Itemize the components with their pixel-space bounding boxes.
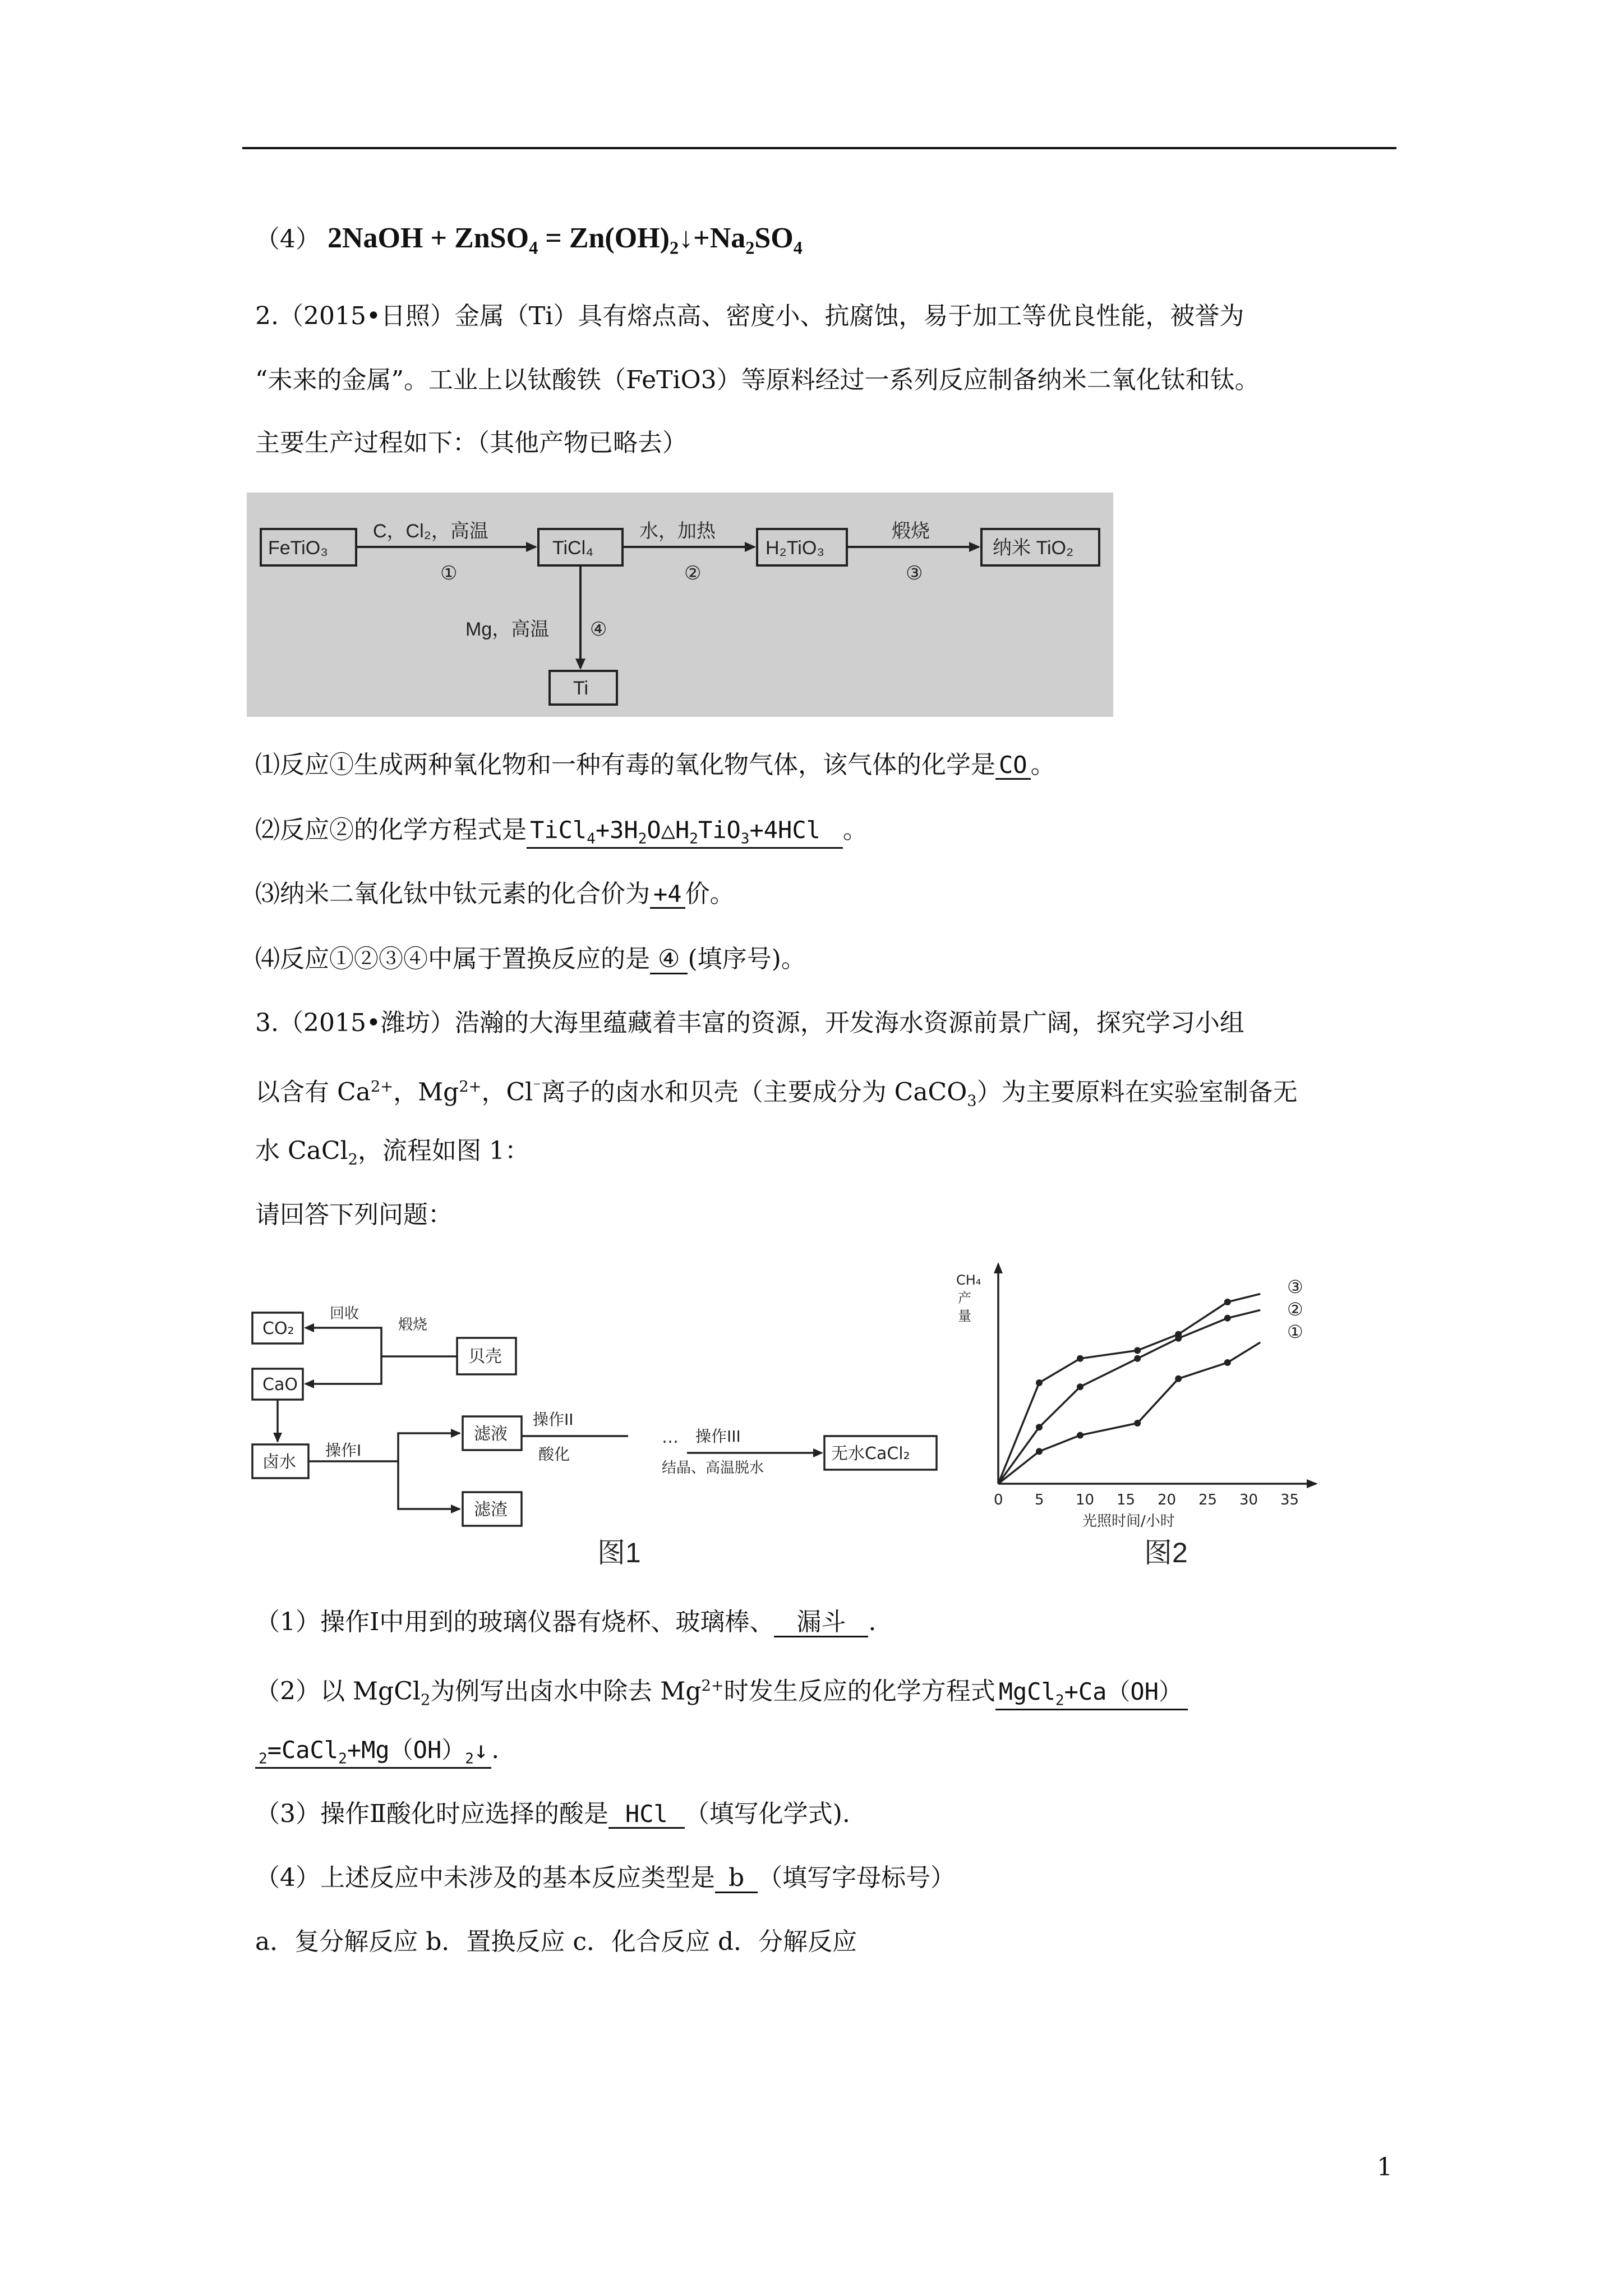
fig2-series-label: ②: [1287, 1299, 1303, 1320]
fig2-point: [1175, 1375, 1182, 1382]
fig2-x-tick: 5: [1035, 1492, 1044, 1508]
q3-sub3-answer: HCl: [608, 1801, 685, 1829]
edge-num: ④: [590, 619, 607, 640]
q2-sub4-answer: ④: [650, 946, 688, 974]
fig1-edge-label: 酸化: [538, 1445, 570, 1464]
q3-figures: [247, 1245, 1402, 1571]
edge-label: C，Cl₂，高温: [373, 521, 488, 542]
fig2-point: [1175, 1335, 1182, 1342]
node-label: TiCl₄: [552, 537, 594, 559]
fig2-y-label: CH₄ 产量: [956, 1272, 981, 1324]
q3-sub3: （3）操作Ⅱ酸化时应选择的酸是 HCl （填写化学式).: [255, 1800, 850, 1828]
q2-sub2: ⑵反应②的化学方程式是 $TiCl_4+3H_2O\triangle H_2TiO_3+4HCl$ 。: [255, 813, 868, 849]
fig2-point: [1224, 1299, 1231, 1305]
header-rule: [242, 147, 1396, 149]
fig1-edge-label: 结晶、高温脱水: [662, 1460, 764, 1476]
fig2-series-line: [998, 1294, 1260, 1484]
q3-options: a．复分解反应 b．置换反应 c．化合反应 d．分解反应: [255, 1927, 857, 1956]
q2-sub2-answer: $TiCl_4+3H_2O\triangle H_2TiO_3+4HCl$: [527, 817, 843, 849]
q3-sub2-answer-b: $_2=CaCl_2+Mg(OH)_2↓$: [255, 1737, 491, 1769]
edge-label: 煅烧: [892, 521, 930, 542]
fig2-point: [1134, 1420, 1141, 1427]
fig2-x-tick: 0: [994, 1492, 1003, 1508]
q3-intro-line3: 水 CaCl$_2$，流程如图 1：: [255, 1137, 529, 1168]
fig2-x-tick: 25: [1198, 1492, 1218, 1508]
fig2-series-label: ③: [1287, 1276, 1303, 1297]
fig2-point: [1077, 1383, 1083, 1390]
edge-num: ③: [906, 563, 923, 584]
fig1-edge-label: 回收: [330, 1305, 359, 1322]
fig2-series-label: ①: [1287, 1321, 1303, 1342]
edge-num: ②: [684, 563, 702, 584]
fig2-point: [1134, 1347, 1141, 1354]
fig2-chart: [956, 1262, 1318, 1530]
fig1-edge-label: 操作I: [325, 1441, 362, 1460]
fig1-edge-label: 操作II: [533, 1410, 574, 1429]
fig1-box-label: 滤液: [474, 1424, 508, 1444]
q2-intro-line1: 2.（2015•日照）金属（Ti）具有熔点高、密度小、抗腐蚀，易于加工等优良性能，被誉为: [255, 302, 1244, 330]
fig2-point: [1036, 1448, 1043, 1455]
fig1-box-label: 无水CaCl₂: [831, 1444, 910, 1464]
fig2-x-tick: 30: [1239, 1492, 1258, 1508]
page-number: 1: [1377, 2153, 1393, 2182]
q3-sub2-cont: $_2=CaCl_2+Mg(OH)_2↓$ .: [255, 1733, 499, 1769]
node-label: FeTiO₃: [268, 537, 329, 559]
q2-sub1-answer: CO: [995, 752, 1031, 780]
fig1-box-label: CaO: [262, 1375, 298, 1395]
node-label: Ti: [573, 678, 589, 699]
fig1-edge-label: …: [662, 1428, 679, 1447]
fig1-box-label: 卤水: [262, 1452, 296, 1472]
fig2-x-tick: 10: [1076, 1492, 1095, 1508]
q2-intro-line3: 主要生产过程如下：（其他产物已略去）: [255, 429, 687, 457]
q2-intro-line2: “未来的金属”。工业上以钛酸铁（FeTiO3）等原料经过一系列反应制备纳米二氧化钛和钛。: [255, 366, 1260, 394]
fig2-point: [1036, 1424, 1043, 1430]
node-label: H₂TiO₃: [766, 537, 825, 559]
fig1-box-label: 贝壳: [468, 1347, 502, 1366]
fig2-x-label: 光照时间/小时: [1082, 1513, 1175, 1530]
edge-num: ①: [440, 563, 458, 584]
q3-sub1-answer: 漏斗: [774, 1609, 868, 1637]
q3-sub4: （4）上述反应中未涉及的基本反应类型是 b （填写字母标号）: [255, 1861, 955, 1895]
edge-label: Mg，高温: [465, 619, 550, 640]
q3-sub2-answer-a: MgCl$_2$+Ca（OH）: [995, 1679, 1188, 1710]
fig2-x-tick: 35: [1280, 1492, 1299, 1508]
q2-process-diagram: [247, 493, 1113, 717]
fig2-x-tick: 15: [1117, 1492, 1136, 1508]
q2-sub1: ⑴反应①生成两种氧化物和一种有毒的氧化物气体，该气体的化学是 CO 。: [255, 751, 1055, 779]
fig1-box-label: CO₂: [262, 1319, 294, 1338]
q3-sub1: （1）操作Ⅰ中用到的玻璃仪器有烧杯、玻璃棒、 漏斗 .: [255, 1605, 876, 1639]
q2-sub3: ⑶纳米二氧化钛中钛元素的化合价为 +4 价。: [255, 880, 735, 908]
fig2-point: [1224, 1359, 1231, 1366]
q3-prompt: 请回答下列问题：: [255, 1200, 453, 1229]
fig1-edge-label: 煅烧: [398, 1317, 428, 1333]
q3-intro-line1: 3.（2015•潍坊）浩瀚的大海里蕴藏着丰富的资源，开发海水资源前景广阔，探究学习小组: [255, 1009, 1244, 1037]
q1-equation: （4） 2NaOH + ZnSO$_4$ = $Zn(OH)_2↓+Na_2SO_4$: [255, 222, 803, 258]
q3-sub2: （2）以 MgCl$_2$为例写出卤水中除去 $Mg^{2+}$时发生反应的化学方程式 MgCl$_2$+Ca（OH）: [255, 1669, 1188, 1717]
fig1-caption: 图1: [597, 1537, 641, 1568]
fig2-point: [1077, 1355, 1083, 1362]
edge-label: 水，加热: [639, 521, 716, 542]
fig2-caption: 图2: [1144, 1537, 1188, 1568]
fig2-point: [1134, 1355, 1141, 1362]
q3-sub4-answer: b: [715, 1865, 758, 1893]
fig1-edge-label: 操作III: [695, 1427, 741, 1446]
fig2-point: [1077, 1432, 1083, 1439]
fig1-box-label: 滤渣: [474, 1500, 508, 1520]
node-label: 纳米 TiO₂: [993, 537, 1074, 559]
q2-sub3-answer: +4: [650, 881, 685, 909]
q3-intro-line2: 以含有 $Ca^{2+}$，$Mg^{2+}$，Cl⁻离子的卤水和贝壳（主要成分为 CaCO$_3$）为主要原料在实验室制备无: [255, 1078, 1298, 1110]
fig2-x-tick: 20: [1158, 1492, 1177, 1508]
fig2-point: [1224, 1315, 1231, 1322]
q2-sub4: ⑷反应①②③④中属于置换反应的是 ④ (填序号)。: [255, 942, 806, 976]
fig2-point: [1036, 1379, 1043, 1386]
fig2-series-line: [998, 1310, 1260, 1484]
